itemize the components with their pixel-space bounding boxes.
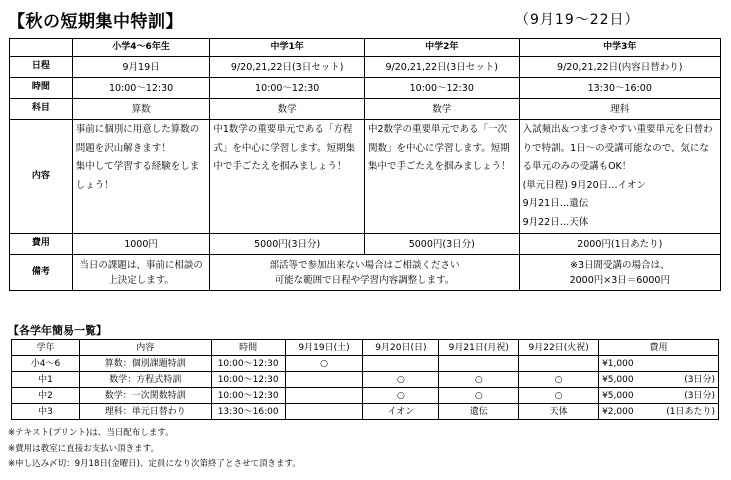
table-row (12, 404, 719, 420)
grade-header: 小学4〜6年生 (72, 39, 210, 57)
day-cell: ○ (519, 388, 599, 404)
remarks-row (10, 255, 721, 291)
day-cell: ○ (285, 356, 363, 372)
schedule-row (10, 57, 721, 78)
grade-cell: 中3 (12, 404, 80, 420)
fee-cell (599, 372, 719, 388)
date-range: （9月19〜22日） (515, 12, 640, 28)
summary-table (11, 339, 719, 420)
page-title: 【秋の短期集中特訓】 (8, 12, 183, 32)
column-header: 時間 (211, 340, 285, 356)
day-cell (285, 372, 363, 388)
column-header: 9月20日(日) (363, 340, 439, 356)
table-cell: 9/20,21,22日(3日セット) (364, 57, 519, 78)
grade-cell: 小4〜6 (12, 356, 80, 372)
fee-cell (599, 404, 719, 420)
day-cell: 遺伝 (439, 404, 519, 420)
table-cell: 10:00〜12:30 (364, 78, 519, 99)
time-cell: 10:00〜12:30 (211, 372, 285, 388)
content-cell: 中1数学の重要単元である「方程式」を中心に学習します。短期集中で手ごたえを掴みましょう！ (210, 120, 365, 234)
time-cell: 10:00〜12:30 (211, 356, 285, 372)
footnote: ※申し込み〆切：9月18日(金曜日)、定員になり次第終了とさせて頂きます。 (8, 459, 301, 469)
fee-row (10, 234, 721, 255)
fee-amount: ¥1,000 (602, 358, 634, 369)
row-label: 科目 (10, 99, 73, 120)
fee-cell (599, 356, 719, 372)
table-cell: 数学 (364, 99, 519, 120)
main-schedule-table (9, 38, 721, 291)
table-cell: 2000円(1日あたり) (519, 234, 720, 255)
table-cell: 当日の課題は、事前に相談の上決定します。 (72, 255, 210, 291)
day-cell: ○ (363, 372, 439, 388)
fee-cell (599, 388, 719, 404)
day-cell (519, 356, 599, 372)
content-row (10, 120, 721, 234)
day-cell (285, 404, 363, 420)
day-cell: 天体 (519, 404, 599, 420)
grade-header: 中学1年 (210, 39, 365, 57)
column-header: 9月21日(月祝) (439, 340, 519, 356)
table-cell: 理科 (519, 99, 720, 120)
row-label: 内容 (10, 120, 73, 234)
header-row (10, 39, 721, 57)
row-label: 日程 (10, 57, 73, 78)
time-cell: 10:00〜12:30 (211, 388, 285, 404)
fee-amount: ¥5,000 (602, 390, 634, 401)
table-row (12, 388, 719, 404)
table-cell: 13:30〜16:00 (519, 78, 720, 99)
grade-header: 中学3年 (519, 39, 720, 57)
table-cell: 9月19日 (72, 57, 210, 78)
table-cell: 10:00〜12:30 (210, 78, 365, 99)
day-cell: ○ (439, 388, 519, 404)
content-cell: 数学：方程式特訓 (79, 372, 211, 388)
table-cell: 算数 (72, 99, 210, 120)
fee-note: (1日あたり) (666, 406, 715, 417)
day-cell: ○ (363, 388, 439, 404)
column-header: 9月22日(火祝) (519, 340, 599, 356)
row-label: 時間 (10, 78, 73, 99)
table-cell: 部活等で参加出来ない場合はご相談ください 可能な範囲で日程や学習内容調整します。 (210, 255, 519, 291)
table-row (12, 356, 719, 372)
content-cell: 算数：個別課題特訓 (79, 356, 211, 372)
corner-cell (10, 39, 73, 57)
footnote: ※テキスト(プリント)は、当日配布します。 (8, 428, 174, 438)
column-header: 学年 (12, 340, 80, 356)
content-cell: 理科：単元日替わり (79, 404, 211, 420)
table-cell: 10:00〜12:30 (72, 78, 210, 99)
row-label: 備考 (10, 255, 73, 291)
day-cell (285, 388, 363, 404)
content-cell: 中2数学の重要単元である「一次関数」を中心に学習します。短期集中で手ごたえを掴みましょう！ (364, 120, 519, 234)
table-row (12, 372, 719, 388)
fee-note: (3日分) (684, 374, 715, 385)
summary-header-row (12, 340, 719, 356)
fee-amount: ¥2,000 (602, 406, 634, 417)
day-cell (439, 356, 519, 372)
content-cell: 事前に個別に用意した算数の問題を沢山解きます！ 集中して学習する経験をしましょう！ (72, 120, 210, 234)
summary-heading: 【各学年簡易一覧】 (8, 324, 107, 337)
time-cell: 13:30〜16:00 (211, 404, 285, 420)
content-cell: 数学：一次関数特訓 (79, 388, 211, 404)
column-header: 内容 (79, 340, 211, 356)
footnote: ※費用は教室に直接お支払い頂きます。 (8, 443, 159, 454)
table-cell: 9/20,21,22日(3日セット) (210, 57, 365, 78)
subject-row (10, 99, 721, 120)
day-cell: ○ (519, 372, 599, 388)
day-cell: イオン (363, 404, 439, 420)
table-cell: 5000円(3日分) (210, 234, 365, 255)
grade-cell: 中2 (12, 388, 80, 404)
grade-cell: 中1 (12, 372, 80, 388)
day-cell (363, 356, 439, 372)
table-cell: 1000円 (72, 234, 210, 255)
row-label: 費用 (10, 234, 73, 255)
table-cell: 数学 (210, 99, 365, 120)
fee-note: (3日分) (684, 390, 715, 401)
fee-amount: ¥5,000 (602, 374, 634, 385)
time-row (10, 78, 721, 99)
grade-header: 中学2年 (364, 39, 519, 57)
content-cell: 入試頻出＆つまづきやすい重要単元を日替わりで特訓。1日〜の受講可能なので、気になる単元のみの受講もOK！ (単元日程) 9月20日…イオン 9月21日…遺伝 9月22日…天体 (519, 120, 720, 234)
table-cell: 5000円(3日分) (364, 234, 519, 255)
table-cell: ※3日間受講の場合は、 2000円×3日＝6000円 (519, 255, 720, 291)
footnotes (8, 426, 301, 473)
column-header: 費用 (599, 340, 719, 356)
column-header: 9月19日(土) (285, 340, 363, 356)
day-cell: ○ (439, 372, 519, 388)
table-cell: 9/20,21,22日(内容日替わり) (519, 57, 720, 78)
